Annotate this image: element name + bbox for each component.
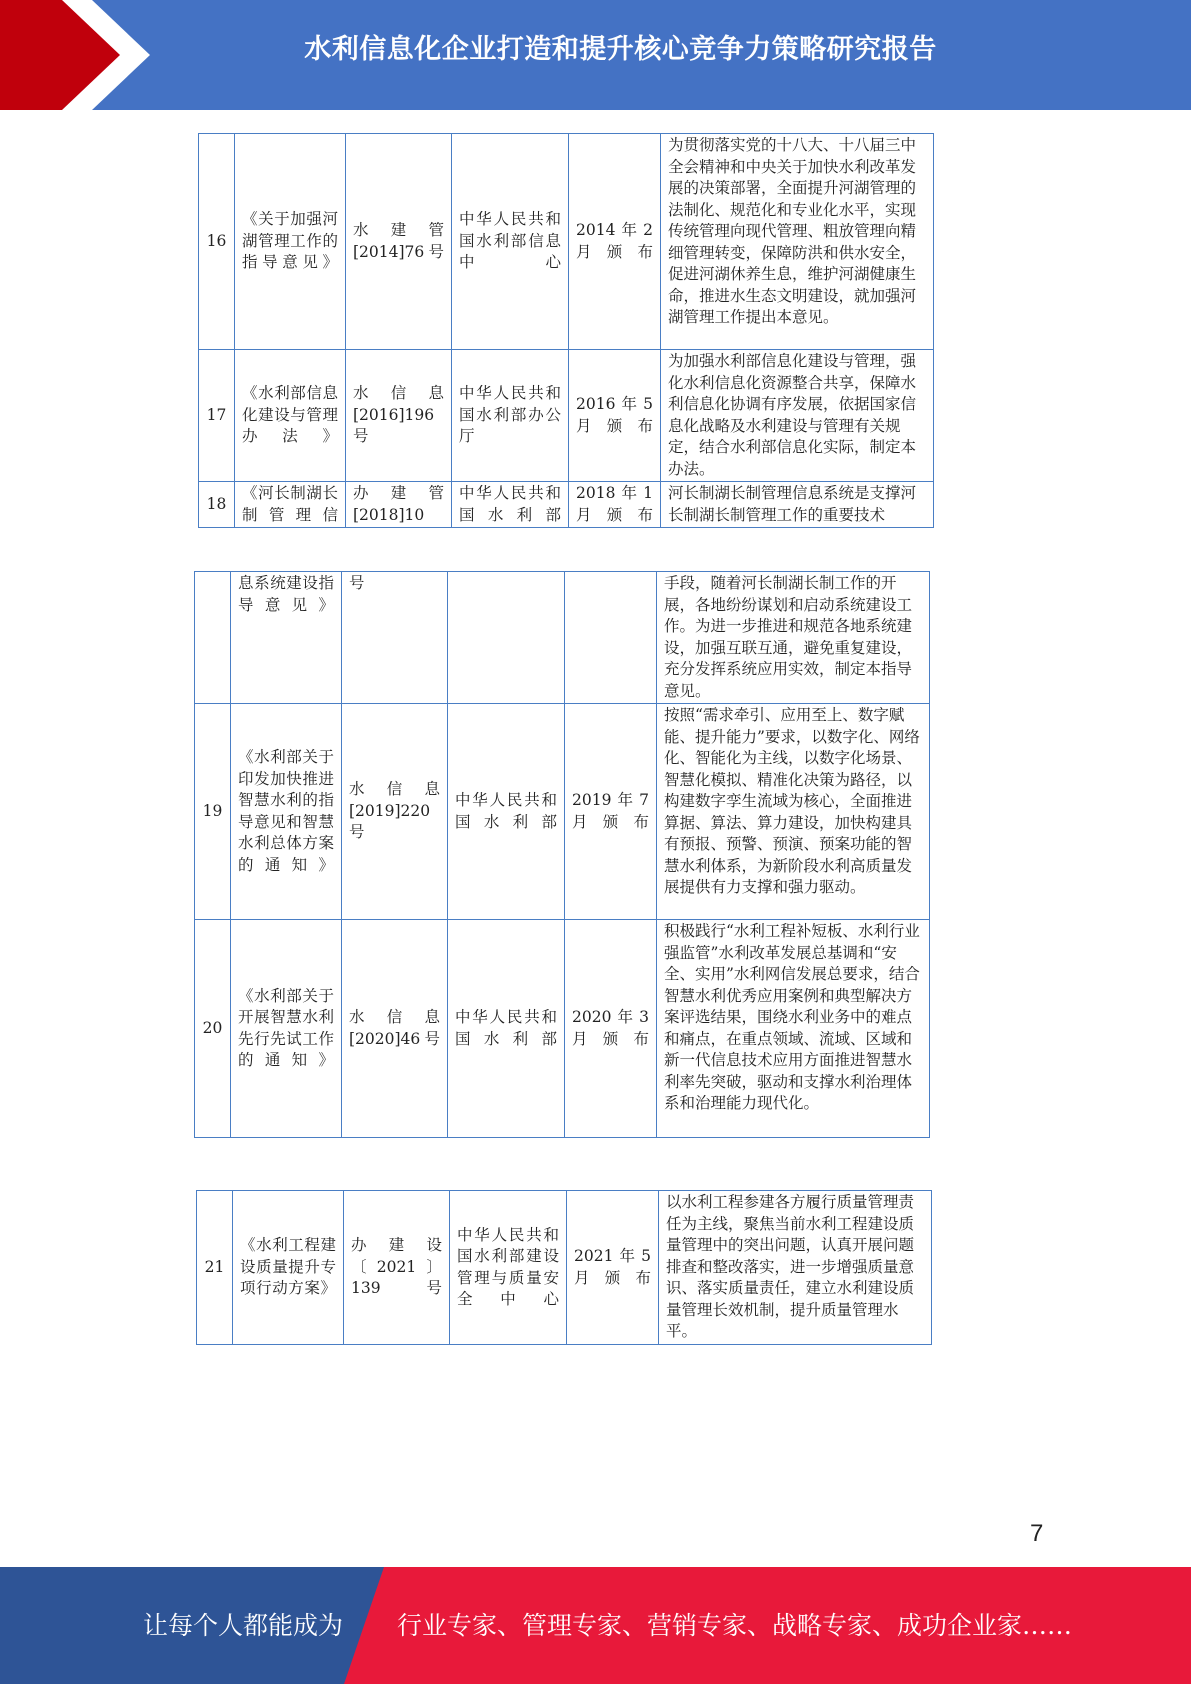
footer-slogan-left: 让每个人都能成为 (143, 1611, 344, 1640)
issue-date: 2021年5月颁布 (567, 1191, 659, 1345)
issuing-body (448, 572, 565, 704)
table-row (199, 134, 934, 350)
document-description: 按照“需求牵引、应用至上、数字赋能、提升能力”要求，以数字化、网络化、智能化为主线，以数字化场景、智慧化模拟、精准化决策为路径，以构建数字孪生流域为核心，全面推进算据、算法、算力建设，加快构建具有预报、预警、预演、预案功能的智慧水利体系，为新阶段水利高质量发展提供有力支撑和强力驱动。 (657, 704, 930, 920)
document-number: 水建管[2014]76号 (346, 134, 452, 350)
document-name: 息系统建设指导意见》 (231, 572, 342, 704)
row-number: 18 (199, 482, 235, 528)
document-description: 为贯彻落实党的十八大、十八届三中全会精神和中央关于加快水利改革发展的决策部署，全面提升河湖管理的法制化、规范化和专业化水平，实现传统管理向现代管理、粗放管理向精细管理转变，保障防洪和供水安全，促进河湖休养生息，维护河湖健康生命，推进水生态文明建设，就加强河湖管理工作提出本意见。 (661, 134, 934, 350)
document-description: 积极践行“水利工程补短板、水利行业强监管”水利改革发展总基调和“安全、实用”水利网信发展总要求，结合智慧水利优秀应用案例和典型解决方案评选结果，围绕水利业务中的难点和痛点，在重点领域、流域、区域和新一代信息技术应用方面推进智慧水利率先突破，驱动和支撑水利治理体系和治理能力现代化。 (657, 920, 930, 1138)
table-row (199, 482, 934, 528)
policy-table-3 (196, 1190, 932, 1345)
document-description: 为加强水利部信息化建设与管理，强化水利信息化资源整合共享，保障水利信息化协调有序发展，依据国家信息化战略及水利建设与管理有关规定，结合水利部信息化实际，制定本办法。 (661, 350, 934, 482)
row-number: 16 (199, 134, 235, 350)
document-name: 《河长制湖长制管理信 (235, 482, 346, 528)
document-name: 《水利部关于印发加快推进智慧水利的指导意见和智慧水利总体方案的通知》 (231, 704, 342, 920)
footer-slogan-right: 行业专家、管理专家、营销专家、战略专家、成功企业家…… (397, 1611, 1073, 1640)
row-number (195, 572, 231, 704)
issue-date: 2019年7月颁布 (565, 704, 657, 920)
page-number: 7 (1030, 1520, 1044, 1547)
issuing-body: 中华人民共和国水利部建设管理与质量安全中心 (450, 1191, 567, 1345)
document-name: 《关于加强河湖管理工作的指导意见》 (235, 134, 346, 350)
issuing-body: 中华人民共和国水利部办公厅 (452, 350, 569, 482)
document-name: 《水利部信息化建设与管理办法》 (235, 350, 346, 482)
document-number: 水信息[2016]196号 (346, 350, 452, 482)
issuing-body: 中华人民共和国水利部信息中心 (452, 134, 569, 350)
document-description: 手段，随着河长制湖长制工作的开展，各地纷纷谋划和启动系统建设工作。为进一步推进和规范各地系统建设，加强互联互通，避免重复建设，充分发挥系统应用实效，制定本指导意见。 (657, 572, 930, 704)
row-number: 17 (199, 350, 235, 482)
document-number: 办建设〔2021〕139号 (344, 1191, 450, 1345)
row-number: 19 (195, 704, 231, 920)
issuing-body: 中华人民共和国水利部 (452, 482, 569, 528)
document-number: 办建管[2018]10 (346, 482, 452, 528)
table-row (195, 704, 930, 920)
issuing-body: 中华人民共和国水利部 (448, 704, 565, 920)
table-row (195, 920, 930, 1138)
document-description: 河长制湖长制管理信息系统是支撑河长制湖长制管理工作的重要技术 (661, 482, 934, 528)
report-title: 水利信息化企业打造和提升核心竞争力策略研究报告 (304, 34, 937, 65)
row-number: 20 (195, 920, 231, 1138)
policy-table-1 (198, 133, 934, 528)
table-row (199, 350, 934, 482)
issue-date: 2014年2月颁布 (569, 134, 661, 350)
document-number: 号 (342, 572, 448, 704)
document-number: 水信息[2019]220号 (342, 704, 448, 920)
document-name: 《水利工程建设质量提升专项行动方案》 (233, 1191, 344, 1345)
table-row (197, 1191, 932, 1345)
row-number: 21 (197, 1191, 233, 1345)
document-description: 以水利工程参建各方履行质量管理责任为主线，聚焦当前水利工程建设质量管理中的突出问题，认真开展问题排查和整改落实，进一步增强质量意识、落实质量责任，建立水利建设质量管理长效机制，提升质量管理水平。 (659, 1191, 932, 1345)
document-name: 《水利部关于开展智慧水利先行先试工作的通知》 (231, 920, 342, 1138)
issuing-body: 中华人民共和国水利部 (448, 920, 565, 1138)
issue-date: 2018年1月颁布 (569, 482, 661, 528)
policy-table-2 (194, 571, 930, 1138)
issue-date (565, 572, 657, 704)
table-row (195, 572, 930, 704)
page-header (0, 0, 1191, 110)
document-number: 水信息[2020]46号 (342, 920, 448, 1138)
issue-date: 2020年3月颁布 (565, 920, 657, 1138)
issue-date: 2016年5月颁布 (569, 350, 661, 482)
page-footer (0, 1567, 1191, 1684)
